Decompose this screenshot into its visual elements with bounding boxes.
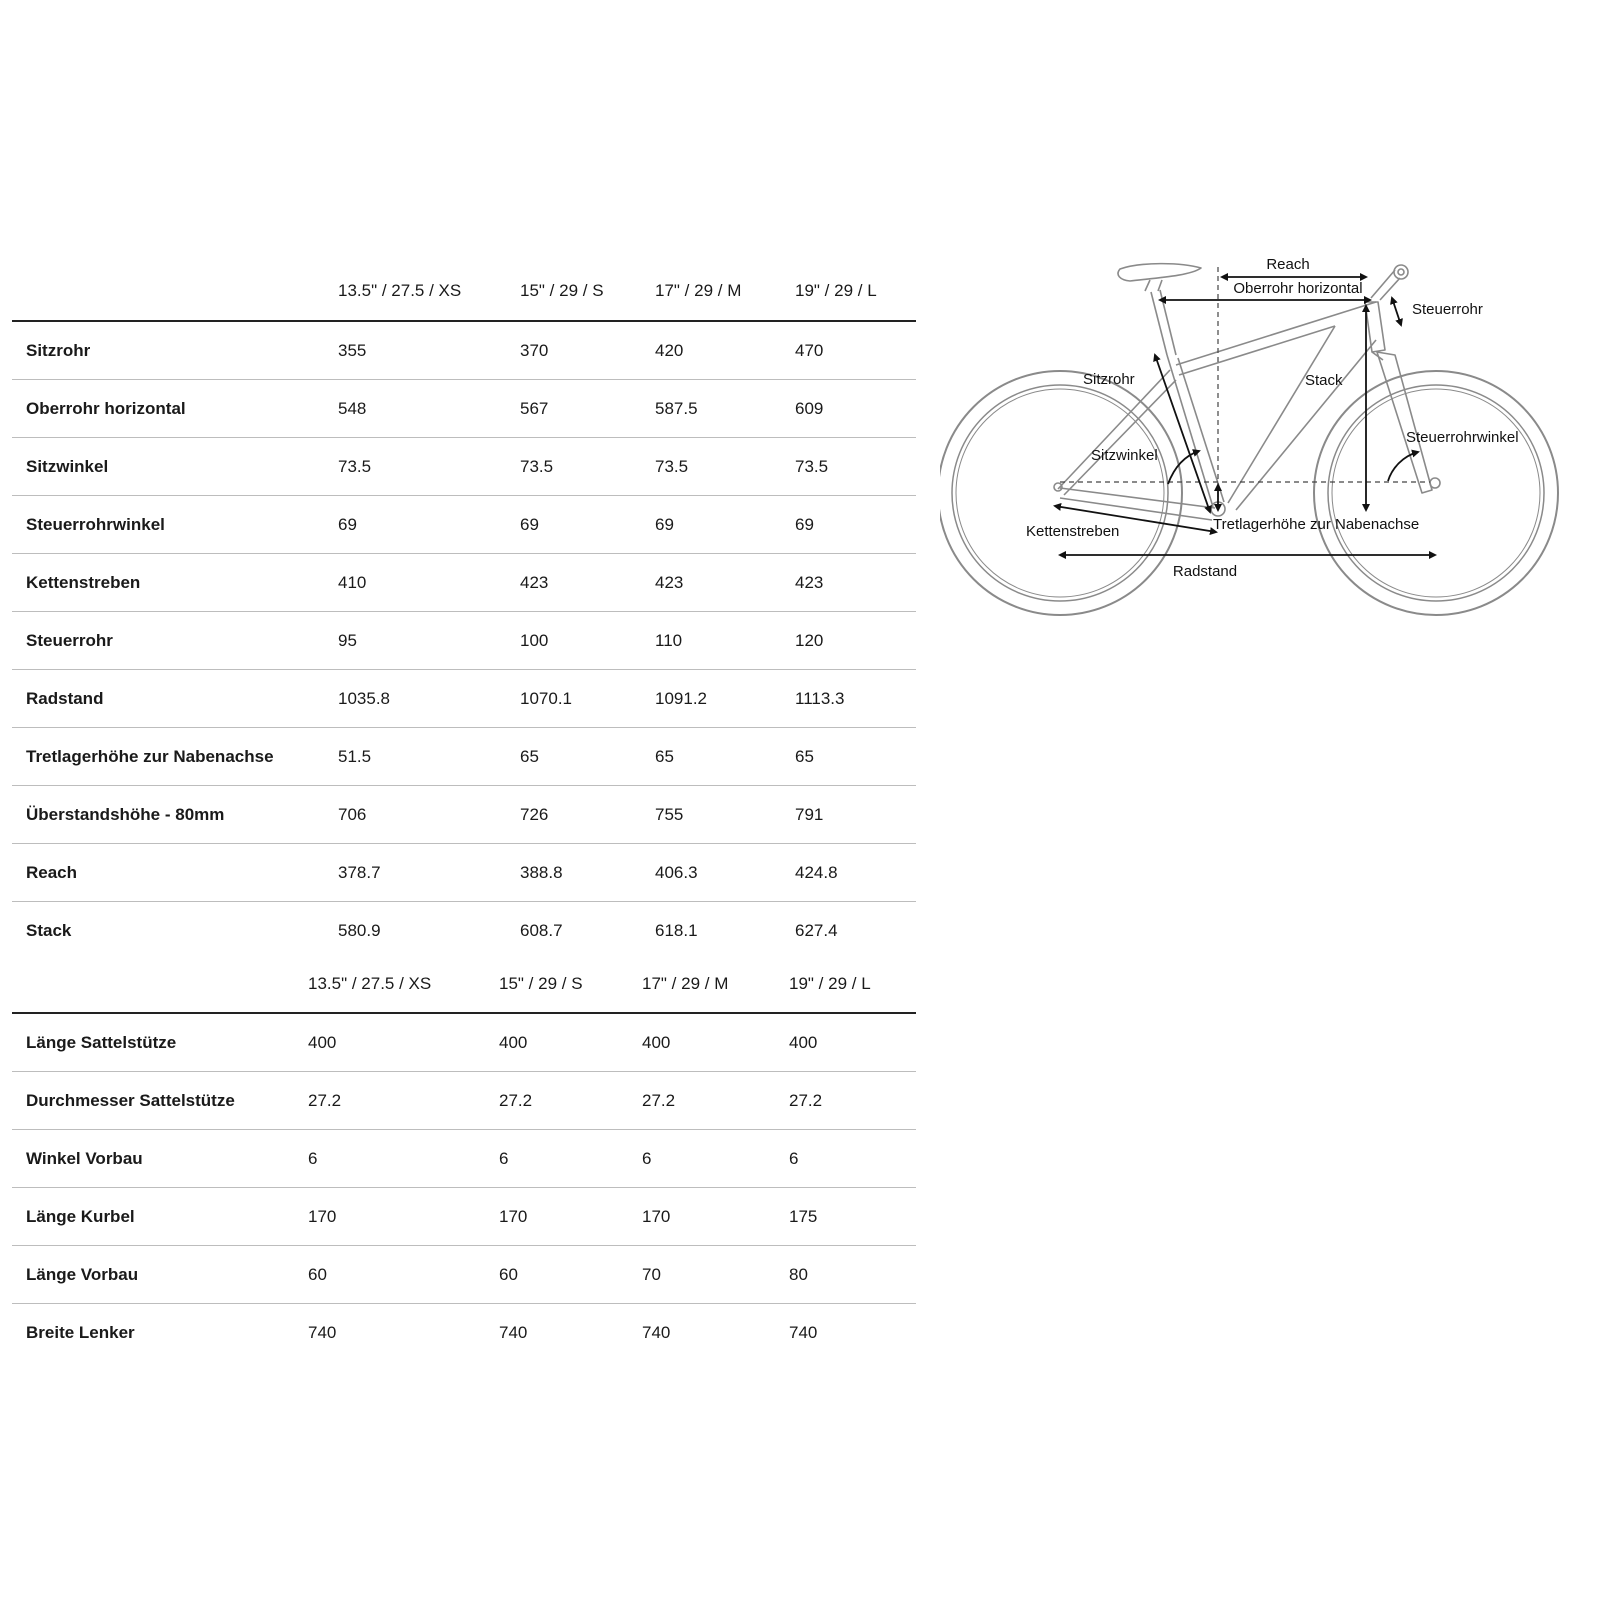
table-cell: 618.1 — [655, 920, 698, 940]
row-label: Länge Vorbau — [26, 1264, 139, 1284]
size-header-xs: 13.5" / 27.5 / XS — [308, 974, 432, 993]
row-label: Kettenstreben — [26, 572, 141, 592]
table-row — [12, 1304, 916, 1361]
table-cell: 73.5 — [520, 456, 554, 476]
table-cell: 1091.2 — [655, 688, 707, 708]
row-label: Reach — [26, 862, 78, 882]
table-cell: 370 — [520, 340, 549, 360]
table-cell: 567 — [520, 398, 549, 418]
table-cell: 420 — [655, 340, 684, 360]
table-cell: 27.2 — [499, 1090, 533, 1110]
label-stack: Stack — [1305, 372, 1343, 389]
row-label: Sitzrohr — [26, 340, 91, 360]
row-label: Länge Sattelstütze — [26, 1032, 177, 1052]
label-steuerrohr: Steuerrohr — [1412, 301, 1483, 318]
table-cell: 400 — [789, 1032, 818, 1052]
table-cell: 65 — [655, 746, 674, 766]
table-cell: 548 — [338, 398, 367, 418]
table-cell: 400 — [308, 1032, 337, 1052]
table-cell: 424.8 — [795, 862, 838, 882]
table-row — [12, 322, 916, 380]
size-header-s: 15" / 29 / S — [499, 974, 583, 993]
table-row — [12, 670, 916, 728]
row-label: Länge Kurbel — [26, 1206, 135, 1226]
table-row — [12, 380, 916, 438]
table-cell: 355 — [338, 340, 367, 360]
front-wheel — [1314, 371, 1558, 615]
row-label: Oberrohr horizontal — [26, 398, 186, 418]
table-cell: 95 — [338, 630, 357, 650]
label-steuerrohrwinkel: Steuerrohrwinkel — [1406, 429, 1519, 446]
table-cell: 1070.1 — [520, 688, 572, 708]
table-header-row — [12, 956, 916, 1014]
table-cell: 400 — [642, 1032, 671, 1052]
table-row — [12, 1014, 916, 1072]
size-header-xs: 13.5" / 27.5 / XS — [338, 281, 462, 300]
table-cell: 73.5 — [795, 456, 829, 476]
table-cell: 580.9 — [338, 920, 381, 940]
table-cell: 755 — [655, 804, 684, 824]
table-cell: 1035.8 — [338, 688, 390, 708]
label-sitzwinkel: Sitzwinkel — [1091, 447, 1158, 464]
table-cell: 608.7 — [520, 920, 563, 940]
label-oberrohr: Oberrohr horizontal — [1233, 280, 1363, 297]
table-cell: 740 — [642, 1322, 671, 1342]
table-cell: 65 — [795, 746, 814, 766]
table-cell: 170 — [308, 1206, 337, 1226]
table-header-row — [12, 262, 916, 322]
dimension-arrows — [1055, 277, 1435, 555]
size-header-s: 15" / 29 / S — [520, 281, 604, 300]
table-cell: 60 — [499, 1264, 518, 1284]
table-cell: 120 — [795, 630, 824, 650]
table-cell: 69 — [338, 514, 357, 534]
label-tretlager: Tretlagerhöhe zur Nabenachse — [1213, 516, 1420, 533]
table-row — [12, 902, 916, 959]
table-cell: 69 — [795, 514, 814, 534]
table-cell: 73.5 — [338, 456, 372, 476]
row-label: Winkel Vorbau — [26, 1148, 143, 1168]
table-cell: 51.5 — [338, 746, 372, 766]
table-cell: 609 — [795, 398, 824, 418]
table-row — [12, 438, 916, 496]
table-cell: 406.3 — [655, 862, 698, 882]
table-row — [12, 728, 916, 786]
label-reach: Reach — [1266, 256, 1310, 273]
table-cell: 740 — [789, 1322, 818, 1342]
table-cell: 60 — [308, 1264, 327, 1284]
table-cell: 27.2 — [789, 1090, 823, 1110]
row-label: Überstandshöhe - 80mm — [26, 804, 225, 824]
row-label: Durchmesser Sattelstütze — [26, 1090, 235, 1110]
table-cell: 423 — [520, 572, 549, 592]
table-cell: 1113.3 — [795, 688, 845, 708]
table-cell: 400 — [499, 1032, 528, 1052]
table-cell: 470 — [795, 340, 824, 360]
table-cell: 175 — [789, 1206, 818, 1226]
table-cell: 423 — [655, 572, 684, 592]
components-table — [12, 956, 916, 1361]
table-cell: 100 — [520, 630, 549, 650]
table-cell: 70 — [642, 1264, 661, 1284]
table-cell: 791 — [795, 804, 824, 824]
table-cell: 6 — [789, 1148, 799, 1168]
table-row — [12, 844, 916, 902]
row-label: Tretlagerhöhe zur Nabenachse — [26, 746, 274, 766]
table-row — [12, 1130, 916, 1188]
table-cell: 378.7 — [338, 862, 381, 882]
row-label: Steuerrohr — [26, 630, 113, 650]
table-cell: 73.5 — [655, 456, 689, 476]
table-cell: 69 — [520, 514, 539, 534]
table-cell: 27.2 — [308, 1090, 342, 1110]
table-cell: 6 — [308, 1148, 318, 1168]
row-label: Breite Lenker — [26, 1322, 135, 1342]
table-cell: 388.8 — [520, 862, 563, 882]
table-cell: 740 — [499, 1322, 528, 1342]
table-row — [12, 1246, 916, 1304]
table-cell: 726 — [520, 804, 549, 824]
bike-frame — [1054, 264, 1440, 520]
rear-wheel — [940, 371, 1182, 615]
table-cell: 627.4 — [795, 920, 838, 940]
table-row — [12, 786, 916, 844]
table-cell: 69 — [655, 514, 674, 534]
size-header-m: 17" / 29 / M — [642, 974, 729, 993]
table-cell: 6 — [499, 1148, 509, 1168]
bike-geometry-diagram — [940, 240, 1600, 630]
table-row — [12, 554, 916, 612]
table-row — [12, 1188, 916, 1246]
table-cell: 423 — [795, 572, 824, 592]
table-cell: 587.5 — [655, 398, 698, 418]
table-cell: 706 — [338, 804, 367, 824]
size-header-m: 17" / 29 / M — [655, 281, 742, 300]
table-cell: 170 — [499, 1206, 528, 1226]
size-header-l: 19" / 29 / L — [789, 974, 871, 993]
table-cell: 170 — [642, 1206, 671, 1226]
table-cell: 740 — [308, 1322, 337, 1342]
row-label: Stack — [26, 920, 72, 940]
table-cell: 65 — [520, 746, 539, 766]
table-cell: 27.2 — [642, 1090, 676, 1110]
table-row — [12, 496, 916, 554]
table-row — [12, 1072, 916, 1130]
label-kettenstreben: Kettenstreben — [1026, 523, 1120, 540]
table-cell: 110 — [655, 630, 683, 650]
size-header-l: 19" / 29 / L — [795, 281, 877, 300]
label-radstand: Radstand — [1172, 563, 1238, 580]
row-label: Sitzwinkel — [26, 456, 109, 476]
table-cell: 410 — [338, 572, 367, 592]
label-sitzrohr: Sitzrohr — [1083, 371, 1135, 388]
row-label: Steuerrohrwinkel — [26, 514, 165, 534]
table-cell: 6 — [642, 1148, 652, 1168]
geometry-table — [12, 262, 916, 959]
row-label: Radstand — [26, 688, 104, 708]
table-cell: 80 — [789, 1264, 808, 1284]
table-row — [12, 612, 916, 670]
